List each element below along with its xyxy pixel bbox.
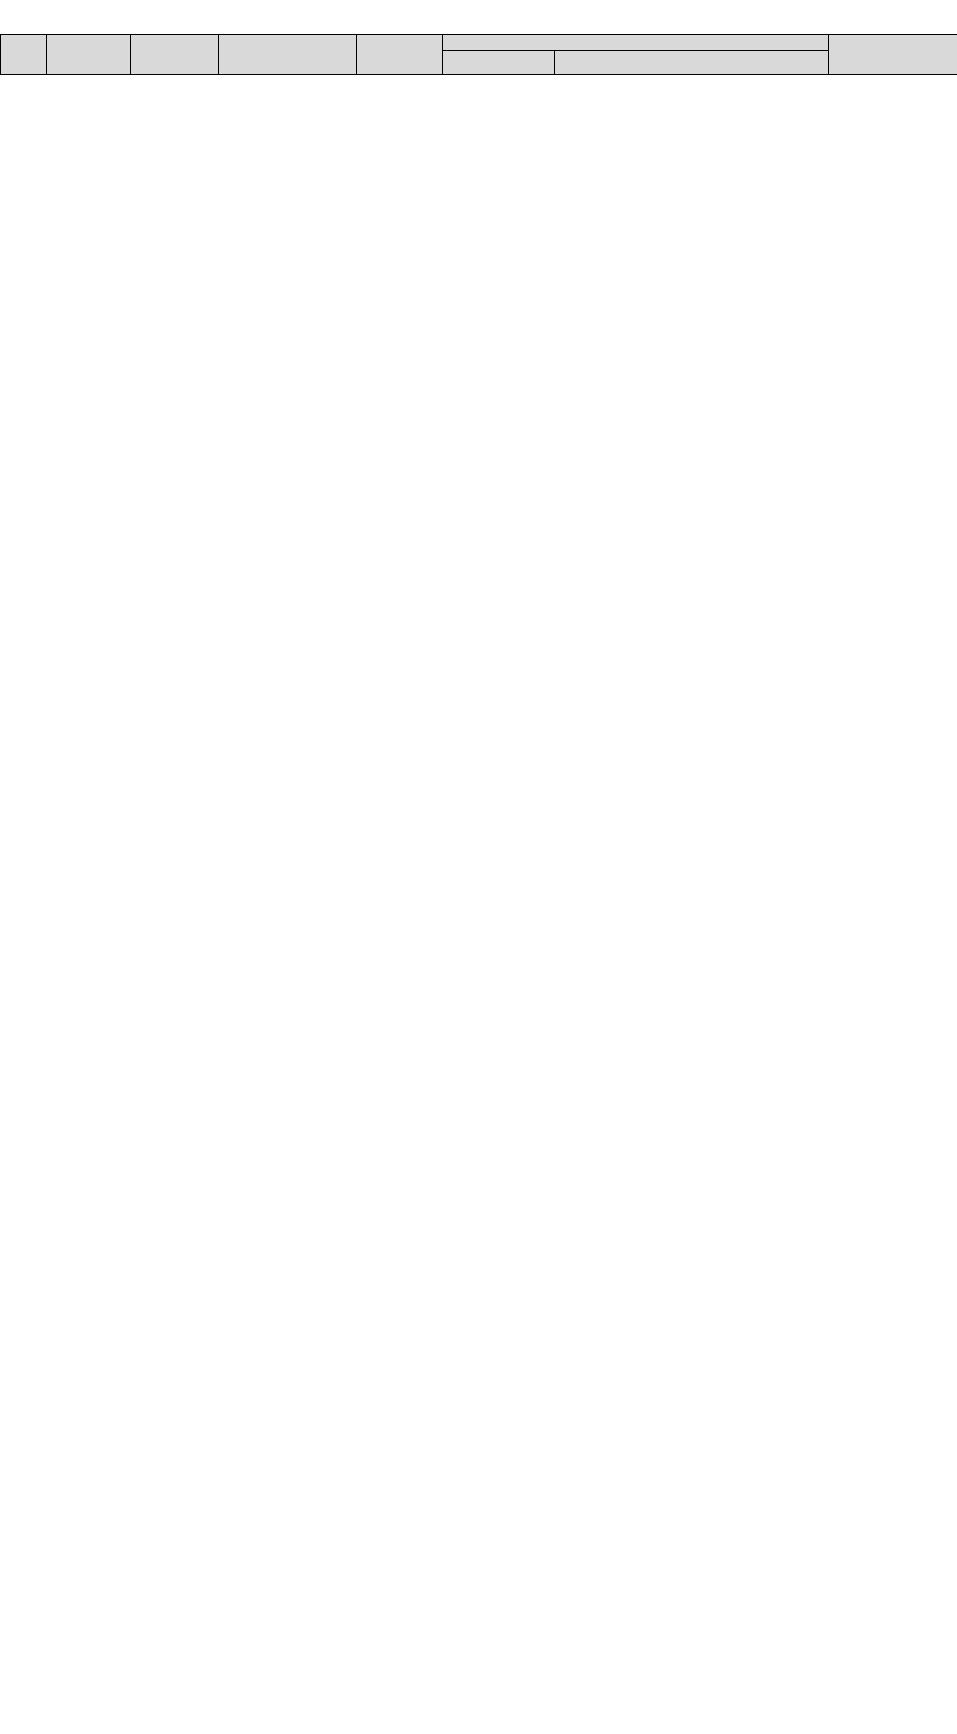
header-other[interactable] [555, 51, 829, 75]
header-seq[interactable] [1, 35, 47, 75]
header-dept[interactable] [47, 35, 131, 75]
header-direction[interactable] [219, 35, 357, 75]
header-count[interactable] [829, 35, 957, 75]
header-category[interactable] [357, 35, 443, 75]
recruitment-table [0, 34, 957, 75]
header-requirements-group[interactable] [443, 35, 829, 51]
page-title [0, 0, 957, 34]
header-major[interactable] [131, 35, 219, 75]
header-education[interactable] [443, 51, 555, 75]
